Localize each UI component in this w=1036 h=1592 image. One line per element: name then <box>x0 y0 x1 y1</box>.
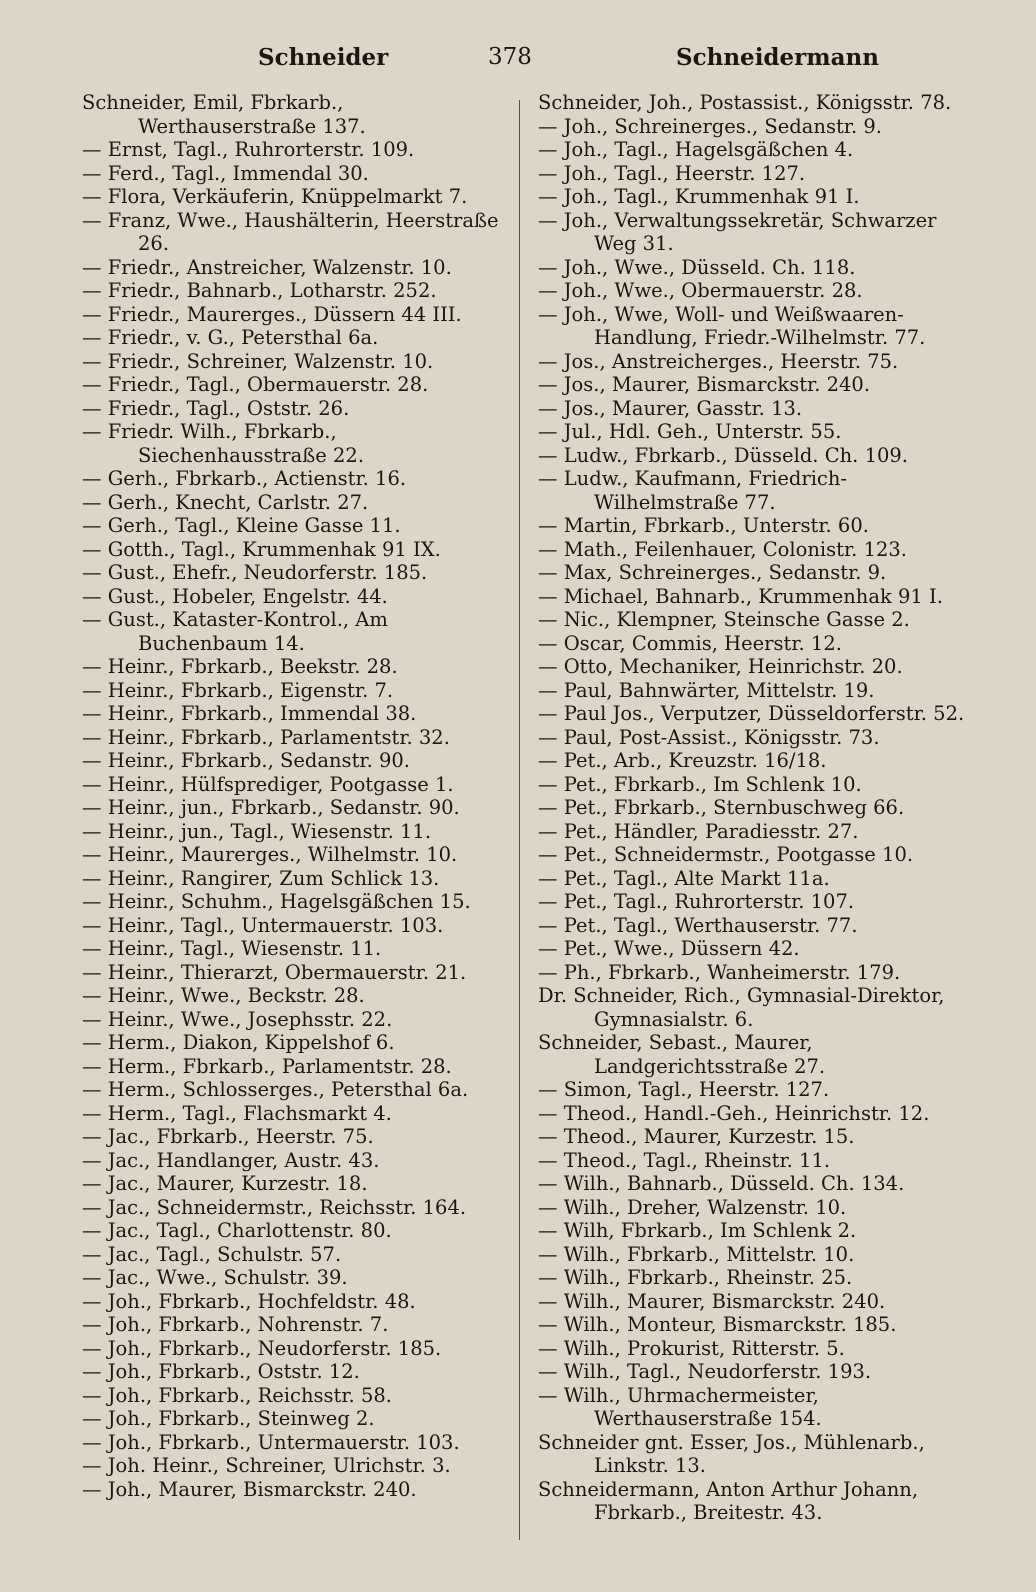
header-right-keyword: Schneidermann <box>676 44 879 71</box>
directory-entry: — Joh., Tagl., Krummenhak 91 I. <box>538 185 860 208</box>
directory-entry: — Heinr., Fbrkarb., Immendal 38. <box>82 702 417 725</box>
directory-entry: — Ludw., Fbrkarb., Düsseld. Ch. 109. <box>538 443 908 467</box>
directory-entry: — Heinr., jun., Fbrkarb., Sedanstr. 90. <box>82 796 460 819</box>
directory-entry: — Ludw., Kaufmann, Friedrich-Wilhelmstraße 77. <box>538 467 848 514</box>
directory-entry: — Paul Jos., Verputzer, Düsseldorferstr. 52. <box>538 702 965 725</box>
directory-entry: — Nic., Klempner, Steinsche Gasse 2. <box>538 608 910 631</box>
directory-entry: — Heinr., Tagl., Untermauerstr. 103. <box>82 913 444 937</box>
directory-entry: — Joh., Tagl., Heerstr. 127. <box>538 161 806 185</box>
directory-entry: — Ernst, Tagl., Ruhrorterstr. 109. <box>82 138 415 161</box>
directory-entry: — Herm., Tagl., Flachsmarkt 4. <box>82 1101 392 1125</box>
directory-entry: — Herm., Diakon, Kippelshof 6. <box>82 1031 395 1054</box>
directory-entry: — Friedr., Bahnarb., Lotharstr. 252. <box>82 279 437 302</box>
directory-entry: — Heinr., Hülfsprediger, Pootgasse 1. <box>82 772 454 796</box>
directory-entry: — Ferd., Tagl., Immendal 30. <box>82 161 369 185</box>
directory-entry: — Otto, Mechaniker, Heinrichstr. 20. <box>538 655 903 678</box>
directory-entry: — Joh., Wwe, Woll- und Weißwaaren-Handlung, Friedr.-Wilhelmstr. 77. <box>538 302 926 349</box>
directory-entry: — Wilh., Bahnarb., Düsseld. Ch. 134. <box>538 1172 905 1195</box>
directory-entry: — Heinr., Wwe., Beckstr. 28. <box>82 984 365 1007</box>
running-header <box>0 44 1036 84</box>
directory-entry: — Gust., Hobeler, Engelstr. 44. <box>82 584 388 608</box>
directory-entry: — Theod., Handl.-Geh., Heinrichstr. 12. <box>538 1101 930 1125</box>
directory-entry: — Wilh., Dreher, Walzenstr. 10. <box>538 1195 847 1219</box>
directory-entry: — Friedr., Anstreicher, Walzenstr. 10. <box>82 255 452 279</box>
directory-entry: — Paul, Post-Assist., Königsstr. 73. <box>538 725 880 749</box>
directory-entry: — Joh., Fbrkarb., Reichsstr. 58. <box>82 1383 392 1407</box>
directory-entry: Schneider, Joh., Postassist., Königsstr. 78. <box>538 91 952 114</box>
directory-entry: — Math., Feilenhauer, Colonistr. 123. <box>538 537 907 561</box>
directory-entry: — Gotth., Tagl., Krummenhak 91 IX. <box>82 537 441 561</box>
directory-entry: — Wilh., Maurer, Bismarckstr. 240. <box>538 1289 886 1313</box>
directory-entry: — Joh., Fbrkarb., Untermauerstr. 103. <box>82 1430 460 1454</box>
directory-entry: — Michael, Bahnarb., Krummenhak 91 I. <box>538 584 943 608</box>
directory-entry: — Gerh., Fbrkarb., Actienstr. 16. <box>82 467 407 490</box>
directory-entry: — Wilh., Tagl., Neudorferstr. 193. <box>538 1360 872 1383</box>
directory-entry: — Paul, Bahnwärter, Mittelstr. 19. <box>538 678 875 702</box>
directory-entry: — Heinr., Thierarzt, Obermauerstr. 21. <box>82 960 467 984</box>
directory-entry: — Joh., Maurer, Bismarckstr. 240. <box>82 1477 417 1501</box>
directory-entry: — Max, Schreinerges., Sedanstr. 9. <box>538 561 887 584</box>
directory-entry: — Heinr., Fbrkarb., Beekstr. 28. <box>82 655 398 678</box>
directory-entry: — Pet., Händler, Paradiesstr. 27. <box>538 819 859 843</box>
directory-entry: — Joh., Tagl., Hagelsgäßchen 4. <box>538 138 854 161</box>
directory-entry: Schneider, Sebast., Maurer, Landgerichtsstraße 27. <box>538 1031 826 1078</box>
directory-entry: — Wilh., Fbrkarb., Mittelstr. 10. <box>538 1242 855 1266</box>
directory-entry: — Herm., Schlosserges., Petersthal 6a. <box>82 1078 469 1101</box>
column-divider <box>519 100 520 1540</box>
directory-entry: — Pet., Tagl., Ruhrorterstr. 107. <box>538 890 855 913</box>
directory-entry: — Jac., Fbrkarb., Heerstr. 75. <box>82 1125 374 1148</box>
directory-entry: — Heinr., Fbrkarb., Eigenstr. 7. <box>82 678 394 702</box>
directory-entry: — Heinr., Tagl., Wiesenstr. 11. <box>82 937 382 960</box>
directory-entry: — Joh., Wwe., Obermauerstr. 28. <box>538 279 863 302</box>
directory-entry: — Jos., Maurer, Gasstr. 13. <box>538 396 803 420</box>
directory-entry: — Heinr., Fbrkarb., Parlamentstr. 32. <box>82 725 450 749</box>
directory-entry: — Jac., Maurer, Kurzestr. 18. <box>82 1172 368 1195</box>
directory-entry: Schneider, Emil, Fbrkarb., Werthauserstraße 137. <box>82 91 366 138</box>
directory-entry: — Joh., Fbrkarb., Hochfeldstr. 48. <box>82 1289 416 1313</box>
page-number: 378 <box>488 44 532 70</box>
directory-entry: — Gust., Ehefr., Neudorferstr. 185. <box>82 561 428 584</box>
directory-entry: — Friedr., v. G., Petersthal 6a. <box>82 326 379 349</box>
directory-entry: — Heinr., Rangirer, Zum Schlick 13. <box>82 866 440 890</box>
directory-entry: — Heinr., Schuhm., Hagelsgäßchen 15. <box>82 890 471 913</box>
directory-entry: — Pet., Fbrkarb., Sternbuschweg 66. <box>538 796 905 819</box>
directory-entry: — Theod., Maurer, Kurzestr. 15. <box>538 1125 855 1148</box>
directory-entry: — Wilh., Fbrkarb., Rheinstr. 25. <box>538 1266 853 1289</box>
left-column <box>82 91 512 1501</box>
directory-entry: — Jos., Anstreicherges., Heerstr. 75. <box>538 349 899 373</box>
directory-entry: — Jul., Hdl. Geh., Unterstr. 55. <box>538 420 842 443</box>
directory-entry: — Joh., Schreinerges., Sedanstr. 9. <box>538 114 882 138</box>
directory-entry: — Oscar, Commis, Heerstr. 12. <box>538 631 842 655</box>
directory-entry: — Wilh., Prokurist, Ritterstr. 5. <box>538 1336 845 1360</box>
directory-entry: — Flora, Verkäuferin, Knüppelmarkt 7. <box>82 185 468 208</box>
directory-entry: — Pet., Fbrkarb., Im Schlenk 10. <box>538 772 862 796</box>
directory-entry: — Wilh, Fbrkarb., Im Schlenk 2. <box>538 1219 857 1242</box>
directory-entry: — Joh., Fbrkarb., Nohrenstr. 7. <box>82 1313 389 1336</box>
directory-entry: — Heinr., jun., Tagl., Wiesenstr. 11. <box>82 819 432 843</box>
directory-entry: — Jac., Handlanger, Austr. 43. <box>82 1148 380 1172</box>
directory-entry: — Joh. Heinr., Schreiner, Ulrichstr. 3. <box>82 1454 451 1477</box>
directory-entry: — Jac., Schneidermstr., Reichsstr. 164. <box>82 1195 467 1219</box>
directory-entry: — Theod., Tagl., Rheinstr. 11. <box>538 1148 831 1172</box>
directory-entry: — Pet., Tagl., Alte Markt 11a. <box>538 866 830 890</box>
directory-entry: — Wilh., Monteur, Bismarckstr. 185. <box>538 1313 897 1336</box>
directory-entry: — Wilh., Uhrmachermeister, Werthauserstraße 154. <box>538 1383 822 1430</box>
directory-entry: — Franz, Wwe., Haushälterin, Heerstraße 26. <box>82 208 499 255</box>
directory-entry: Schneidermann, Anton Arthur Johann, Fbrkarb., Breitestr. 43. <box>538 1477 919 1524</box>
header-left-keyword: Schneider <box>258 44 389 71</box>
directory-entry: Dr. Schneider, Rich., Gymnasial-Direktor, Gymnasialstr. 6. <box>538 984 945 1031</box>
directory-entry: — Martin, Fbrkarb., Unterstr. 60. <box>538 514 869 537</box>
directory-entry: — Heinr., Wwe., Josephsstr. 22. <box>82 1007 393 1031</box>
directory-entry: — Jac., Tagl., Charlottenstr. 80. <box>82 1219 392 1242</box>
directory-entry: — Gerh., Knecht, Carlstr. 27. <box>82 490 369 514</box>
directory-entry: — Friedr., Tagl., Oststr. 26. <box>82 396 350 420</box>
directory-entry: — Gust., Kataster-Kontrol., Am Buchenbaum 14. <box>82 608 388 655</box>
directory-entry: — Heinr., Maurerges., Wilhelmstr. 10. <box>82 843 458 866</box>
directory-entry: — Joh., Wwe., Düsseld. Ch. 118. <box>538 255 856 279</box>
directory-entry: — Jac., Tagl., Schulstr. 57. <box>82 1242 342 1266</box>
directory-entry: — Joh., Fbrkarb., Steinweg 2. <box>82 1407 375 1430</box>
directory-entry: — Friedr., Schreiner, Walzenstr. 10. <box>82 349 434 373</box>
directory-entry: — Pet., Wwe., Düssern 42. <box>538 937 800 960</box>
directory-entry: — Joh., Fbrkarb., Oststr. 12. <box>82 1360 360 1383</box>
directory-entry: — Jos., Maurer, Bismarckstr. 240. <box>538 373 871 396</box>
directory-entry: — Heinr., Fbrkarb., Sedanstr. 90. <box>82 749 410 772</box>
right-column <box>538 91 966 1525</box>
directory-entry: — Simon, Tagl., Heerstr. 127. <box>538 1078 830 1101</box>
directory-entry: — Friedr., Maurerges., Düssern 44 III. <box>82 302 462 326</box>
directory-entry: — Joh., Fbrkarb., Neudorferstr. 185. <box>82 1336 442 1360</box>
directory-entry: — Jac., Wwe., Schulstr. 39. <box>82 1266 348 1289</box>
directory-entry: — Pet., Arb., Kreuzstr. 16/18. <box>538 749 827 772</box>
directory-entry: — Gerh., Tagl., Kleine Gasse 11. <box>82 514 401 537</box>
directory-entry: — Joh., Verwaltungssekretär, Schwarzer Weg 31. <box>538 208 937 255</box>
directory-entry: — Herm., Fbrkarb., Parlamentstr. 28. <box>82 1054 452 1078</box>
directory-entry: — Ph., Fbrkarb., Wanheimerstr. 179. <box>538 960 901 984</box>
directory-entry: — Pet., Schneidermstr., Pootgasse 10. <box>538 843 914 866</box>
directory-entry: — Pet., Tagl., Werthauserstr. 77. <box>538 913 858 937</box>
directory-entry: Schneider gnt. Esser, Jos., Mühlenarb., Linkstr. 13. <box>538 1430 925 1477</box>
directory-entry: — Friedr., Tagl., Obermauerstr. 28. <box>82 373 429 396</box>
directory-entry: — Friedr. Wilh., Fbrkarb., Siechenhausstraße 22. <box>82 420 365 467</box>
